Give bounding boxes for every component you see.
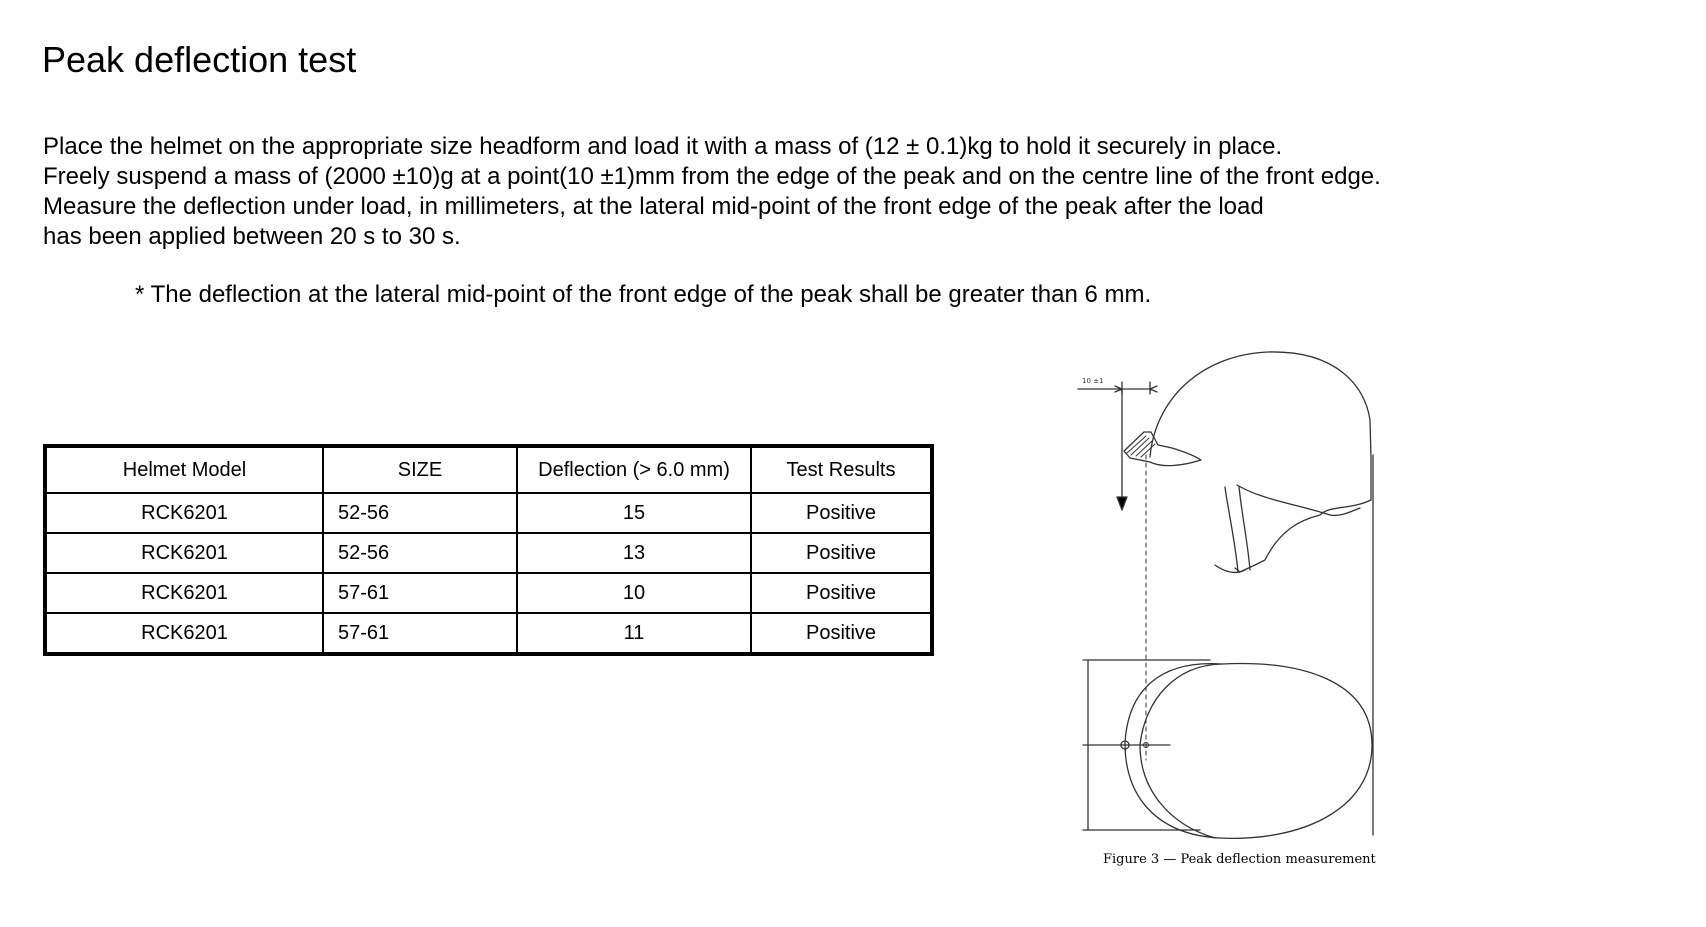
intro-line: Place the helmet on the appropriate size headform and load it with a mass of (12 ± 0.1)kg to hold it securely in place. [43,133,1283,160]
helmet-side-shell [1150,352,1371,572]
requirement-note: * The deflection at the lateral mid-point of the front edge of the peak shall be greater than 6 mm. [135,281,1152,308]
helmet-peak [1124,432,1201,466]
cell-test-result: Positive [751,613,932,654]
cell-test-result: Positive [751,573,932,613]
cell-deflection: 13 [517,533,751,573]
page-title: Peak deflection test [42,39,357,80]
intro-line: Freely suspend a mass of (2000 ±10)g at a point(10 ±1)mm from the edge of the peak and on the centre line of the front edge. [43,163,1381,190]
intro-paragraph [43,132,1463,252]
cell-size: 52-56 [323,493,517,533]
cell-size: 52-56 [323,533,517,573]
cell-test-result: Positive [751,493,932,533]
header-size: SIZE [323,446,517,493]
cell-helmet-model: RCK6201 [45,493,323,533]
helmet-top-view [1125,664,1372,839]
peak-deflection-figure [1070,345,1450,880]
figure-caption: Figure 3 — Peak deflection measurement [1103,852,1376,867]
intro-line: Measure the deflection under load, in millimeters, at the lateral mid-point of the front edge of the peak after the load [43,193,1264,220]
header-test-results: Test Results [751,446,932,493]
table-row [45,613,932,654]
cell-helmet-model: RCK6201 [45,573,323,613]
cell-helmet-model: RCK6201 [45,613,323,654]
helmet-top-peak [1140,664,1222,838]
cell-size: 57-61 [323,613,517,654]
cell-deflection: 11 [517,613,751,654]
table-header-row [45,446,932,493]
table-row [45,533,932,573]
cell-test-result: Positive [751,533,932,573]
header-deflection: Deflection (> 6.0 mm) [517,446,751,493]
cell-helmet-model: RCK6201 [45,533,323,573]
table-row [45,493,932,533]
header-helmet-model: Helmet Model [45,446,323,493]
dimension-line [1083,660,1210,830]
cell-size: 57-61 [323,573,517,613]
helmet-chin-strap [1225,485,1360,572]
intro-line: has been applied between 20 s to 30 s. [43,223,461,250]
cell-deflection: 10 [517,573,751,613]
results-table [43,444,934,656]
cell-deflection: 15 [517,493,751,533]
dimension-label: 10 ±1 [1082,377,1104,385]
table-row [45,573,932,613]
